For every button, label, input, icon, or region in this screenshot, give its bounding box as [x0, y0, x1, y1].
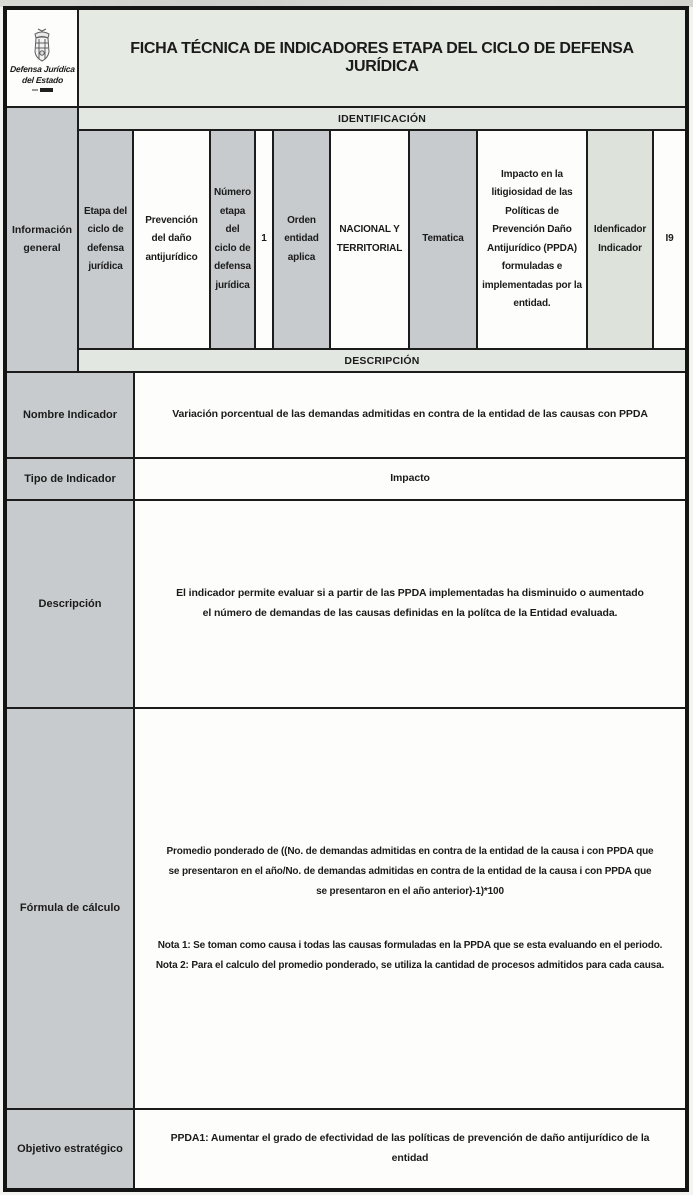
- logo-block: [7, 10, 77, 106]
- field-identificador-label: Idenficador Indicador: [588, 131, 652, 348]
- tipo-indicador-value: Impacto: [135, 459, 685, 499]
- row-nombre-indicador: [7, 373, 685, 457]
- field-identificador-value: I9: [654, 131, 685, 348]
- objetivo-estrategico-value: PPDA1: Aumentar el grado de efectividad de las políticas de prevención de daño antijurídico de la entidad: [135, 1110, 685, 1188]
- field-etapa-value: Prevención del daño antijurídico: [134, 131, 209, 348]
- identification-section: [7, 108, 685, 371]
- row-tipo-indicador: [7, 459, 685, 499]
- row-objetivo-estrategico: [7, 1110, 685, 1188]
- document-frame: [3, 6, 689, 1192]
- field-orden-value: NACIONAL Y TERRITORIAL: [331, 131, 408, 348]
- identification-fields-row: [79, 131, 685, 348]
- identificacion-band: IDENTIFICACIÓN: [79, 108, 685, 129]
- formula-text: Promedio ponderado de ((No. de demandas admitidas en contra de la entidad de la causa i con PPDA que se presentaron en el año/No. de demandas admitidas en contra de la entidad de la causa i con PPDA que se presentaron en el año anterior)-1)*100: [166, 846, 654, 897]
- nombre-indicador-label: Nombre Indicador: [7, 373, 133, 457]
- tipo-indicador-label: Tipo de Indicador: [7, 459, 133, 499]
- descripcion-band: DESCRIPCIÓN: [79, 350, 685, 371]
- logo-underline: [32, 88, 53, 92]
- descripcion-value: El indicador permite evaluar si a partir de las PPDA implementadas ha disminuido o aumentado el número de demandas de las causas definidas en la polítca de la Entidad evaluada.: [135, 501, 685, 707]
- field-etapa-label: Etapa del ciclo de defensa jurídica: [79, 131, 132, 348]
- formula-calculo-value: [135, 709, 685, 1108]
- coat-of-arms-icon: [27, 28, 57, 64]
- row-descripcion: [7, 501, 685, 707]
- formula-nota-1: Nota 1: Se toman como causa i todas las causas formuladas en la PPDA que se esta evaluando en el periodo.: [157, 940, 663, 951]
- field-tematica-value: Impacto en la litigiosidad de las Políticas de Prevención Daño Antijurídico (PPDA) formuladas e implementadas por la entidad.: [478, 131, 586, 348]
- field-numero-etapa-value: 1: [256, 131, 272, 348]
- header-row: [7, 10, 685, 106]
- info-general-label: Información general: [7, 108, 77, 371]
- field-numero-etapa-label: Número etapa del ciclo de defensa jurídica: [211, 131, 254, 348]
- nombre-indicador-value: Variación porcentual de las demandas admitidas en contra de la entidad de las causas con PPDA: [135, 373, 685, 457]
- org-name-line1: Defensa Jurídica: [9, 63, 75, 74]
- identification-right: [79, 108, 685, 371]
- document-title: FICHA TÉCNICA DE INDICADORES ETAPA DEL CICLO DE DEFENSA JURÍDICA: [79, 10, 685, 106]
- descripcion-label: Descripción: [7, 501, 133, 707]
- org-name-line2: del Estado: [21, 74, 63, 85]
- field-tematica-label: Tematica: [410, 131, 476, 348]
- objetivo-estrategico-label: Objetivo estratégico: [7, 1110, 133, 1188]
- row-formula-calculo: [7, 709, 685, 1108]
- formula-nota-2: Nota 2: Para el calculo del promedio ponderado, se utiliza la cantidad de procesos admitidos para cada causa.: [155, 959, 665, 971]
- formula-calculo-label: Fórmula de cálculo: [7, 709, 133, 1108]
- field-orden-label: Orden entidad aplica: [274, 131, 329, 348]
